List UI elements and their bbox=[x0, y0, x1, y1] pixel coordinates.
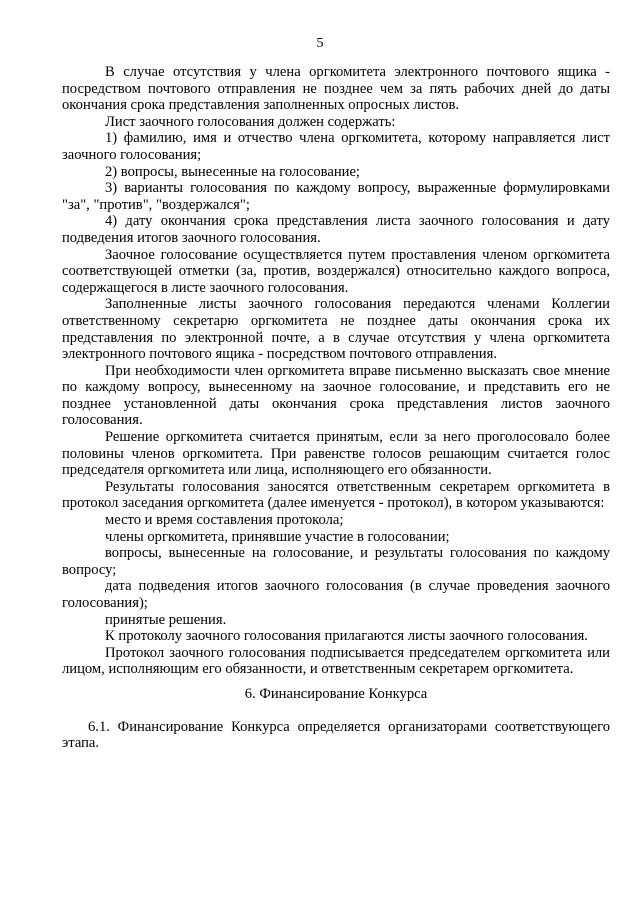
paragraph: К протоколу заочного голосования прилагаются листы заочного голосования. bbox=[105, 628, 588, 645]
paragraph: Заочное голосование осуществляется путем проставления членом оргкомитета соответствующей отметки (за, против, воздержался) относительно каждого вопроса, содержащегося в листе заочного голосования. bbox=[62, 246, 610, 296]
list-item: вопросы, вынесенные на голосование, и результаты голосования по каждому вопросу; bbox=[62, 545, 610, 578]
list-item: 1) фамилию, имя и отчество члена оргкомитета, которому направляется лист заочного голосования; bbox=[62, 130, 610, 163]
section-paragraph: 6.1. Финансирование Конкурса определяется организаторами соответствующего этапа. bbox=[62, 718, 610, 752]
list-item: члены оргкомитета, принявшие участие в голосовании; bbox=[105, 528, 450, 545]
page-number: 5 bbox=[316, 36, 324, 51]
list-item: 4) дату окончания срока представления листа заочного голосования и дату подведения итогов заочного голосования. bbox=[62, 213, 610, 246]
paragraph: Результаты голосования заносятся ответственным секретарем оргкомитета в протокол заседания оргкомитета (далее именуется - протокол), в котором указываются: bbox=[62, 478, 610, 512]
paragraph: При необходимости член оргкомитета вправе письменно высказать свое мнение по каждому вопросу, вынесенному на заочное голосование, и представить его не позднее установленной даты окончания срока представления листов заочного голосования. bbox=[62, 362, 610, 429]
paragraph: Протокол заочного голосования подписывается председателем оргкомитета или лицом, исполняющим его обязанности, и ответственным секретарем оргкомитета. bbox=[62, 644, 610, 678]
paragraph: Лист заочного голосования должен содержать: bbox=[105, 113, 396, 130]
list-item: 2) вопросы, вынесенные на голосование; bbox=[105, 163, 360, 180]
list-item: дата подведения итогов заочного голосования (в случае проведения заочного голосования); bbox=[62, 578, 610, 611]
list-item: принятые решения. bbox=[105, 611, 227, 628]
paragraph: Решение оргкомитета считается принятым, если за него проголосовало более половины членов оргкомитета. При равенстве голосов решающим считается голос председателя оргкомитета или лица, исполняющего его обязанности. bbox=[62, 429, 610, 479]
list-item: место и время составления протокола; bbox=[105, 512, 344, 529]
section-heading: 6. Финансирование Конкурса bbox=[244, 685, 428, 702]
paragraph: В случае отсутствия у члена оргкомитета электронного почтового ящика - посредством почтового отправления не позднее чем за пять рабочих дней до даты окончания срока представления заполненных опросных листов. bbox=[62, 64, 610, 114]
document-body bbox=[62, 64, 610, 752]
paragraph: Заполненные листы заочного голосования передаются членами Коллегии ответственному секретарю оргкомитета не позднее даты окончания срока их представления по электронной почте, а в случае отсутствия у члена оргкомитета электронного почтового ящика - посредством почтового отправления. bbox=[62, 296, 610, 363]
list-item: 3) варианты голосования по каждому вопросу, выраженные формулировками "за", "против", "воздержался"; bbox=[62, 180, 610, 213]
